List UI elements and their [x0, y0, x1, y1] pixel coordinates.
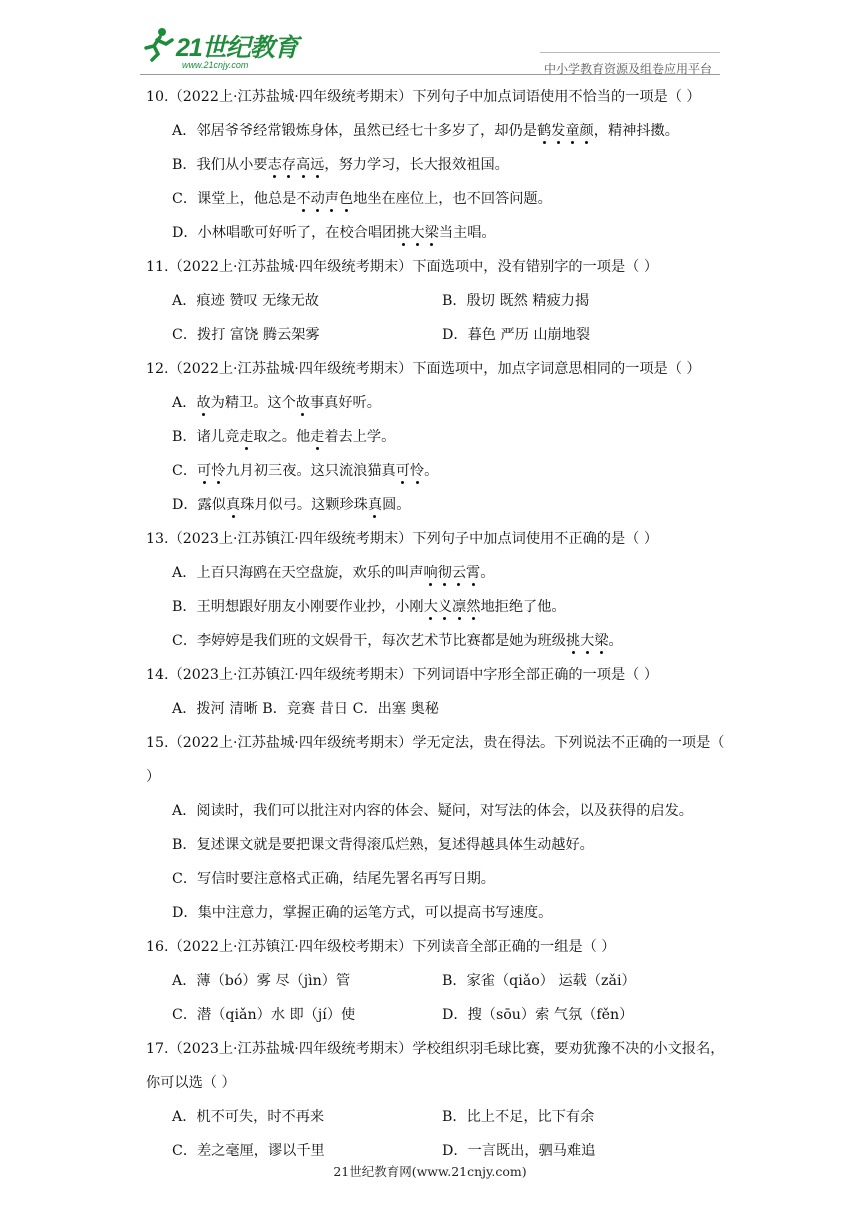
option-c: C．潜（qiǎn）水 即（jí）使 — [172, 1007, 356, 1023]
runner-icon — [140, 26, 176, 62]
option-a: A．阅读时，我们可以批注对内容的体会、疑问，对写法的体会，以及获得的启发。 — [172, 803, 693, 819]
option-d: D．集中注意力，掌握正确的运笔方式，可以提高书写速度。 — [172, 905, 553, 921]
dotted-word: 挑大梁 — [396, 225, 439, 241]
logo-text: 21世纪教育 — [176, 34, 298, 62]
question-12 — [146, 352, 726, 522]
dotted-word: 志存高远 — [267, 157, 325, 173]
page-header — [0, 0, 860, 80]
question-stem: 13.（2023上·江苏镇江·四年级统考期末）下列句子中加点词使用不正确的是（ ） — [146, 531, 659, 547]
option-c: C．李婷婷是我们班的文娱骨干，每次艺术节比赛都是她为班级挑大梁。 — [172, 633, 623, 649]
option-b: B．我们从小要志存高远，努力学习，长大报效祖国。 — [172, 157, 509, 173]
option-b: B．家雀（qiǎo） 运载（zǎi） — [442, 973, 636, 989]
option-b: B．复述课文就是要把课文背得滚瓜烂熟，复述得越具体生动越好。 — [172, 837, 594, 853]
question-15 — [146, 726, 726, 930]
logo-url: www.21cnjy.com — [182, 60, 249, 70]
option-b: B．殷切 既然 精疲力揭 — [442, 293, 590, 309]
option-a: A．故为精卫。这个故事真好听。 — [172, 395, 381, 411]
option-d: D．露似真珠月似弓。这颗珍珠真圆。 — [172, 497, 411, 513]
option-a: A．机不可失，时不再来 — [172, 1109, 325, 1125]
option-c: C．差之毫厘，谬以千里 — [172, 1143, 325, 1159]
option-a: A．痕迹 赞叹 无缘无故 — [172, 293, 319, 309]
question-stem: 16.（2022上·江苏镇江·四年级校考期末）下列读音全部正确的一组是（ ） — [146, 939, 616, 955]
question-stem: 10.（2022上·江苏盐城·四年级统考期末）下列句子中加点词语使用不恰当的一项是（ ） — [146, 89, 701, 105]
question-stem: 15.（2022上·江苏盐城·四年级统考期末）学无定法，贵在得法。下列说法不正确的一项是（ ） — [146, 735, 725, 785]
site-logo[interactable] — [140, 26, 298, 76]
dotted-word: 不动声色 — [296, 191, 354, 207]
question-13 — [146, 522, 726, 658]
question-stem: 17.（2023上·江苏盐城·四年级统考期末）学校组织羽毛球比赛，要劝犹豫不决的小文报名，你可以选（ ） — [146, 1041, 725, 1091]
option-a: A．上百只海鸥在天空盘旋，欢乐的叫声响彻云霄。 — [172, 565, 495, 581]
option-a: A．邻居爷爷经常锻炼身体，虽然已经七十多岁了，却仍是鹤发童颜，精神抖擞。 — [172, 123, 679, 139]
question-16 — [146, 930, 726, 1032]
option-c: C．拨打 富饶 腾云架雾 — [172, 327, 320, 343]
question-10 — [146, 80, 726, 250]
option-b: B．比上不足，比下有余 — [442, 1109, 595, 1125]
option-a: A．薄（bó）雾 尽（jìn）管 — [172, 973, 351, 989]
option-b: B．诸儿竞走取之。他走着去上学。 — [172, 429, 396, 445]
option-c: C．课堂上，他总是不动声色地坐在座位上，也不回答问题。 — [172, 191, 552, 207]
question-14 — [146, 658, 726, 726]
option-d: D．暮色 严历 山崩地裂 — [442, 327, 591, 343]
question-17 — [146, 1032, 726, 1168]
option-d: D．搜（sōu）索 气氛（fěn） — [442, 1007, 634, 1023]
platform-name: 中小学教育资源及组卷应用平台 — [543, 62, 712, 76]
question-11 — [146, 250, 726, 352]
header-divider-short — [540, 52, 720, 53]
option-d: D．小林唱歌可好听了，在校合唱团挑大梁当主唱。 — [172, 225, 496, 241]
question-stem: 14.（2023上·江苏镇江·四年级统考期末）下列词语中字形全部正确的一项是（ ） — [146, 667, 659, 683]
question-stem: 11.（2022上·江苏盐城·四年级统考期末）下面选项中，没有错别字的一项是（ ） — [146, 259, 659, 275]
option-row: A．拨河 清晰 B．竞赛 昔日 C．出塞 奥秘 — [172, 701, 439, 717]
question-list — [146, 80, 726, 1168]
option-c: C．可怜九月初三夜。这只流浪猫真可怜。 — [172, 463, 439, 479]
option-b: B．王明想跟好朋友小刚要作业抄，小刚大义凛然地拒绝了他。 — [172, 599, 566, 615]
option-c: C．写信时要注意格式正确，结尾先署名再写日期。 — [172, 871, 495, 887]
page-footer: 21世纪教育网(www.21cnjy.com) — [333, 1164, 527, 1179]
question-stem: 12.（2022上·江苏盐城·四年级统考期末）下面选项中，加点字词意思相同的一项是（ ） — [146, 361, 701, 377]
dotted-word: 鹤发童颜 — [536, 123, 594, 139]
header-divider — [140, 74, 720, 75]
option-d: D．一言既出，驷马难追 — [442, 1143, 596, 1159]
